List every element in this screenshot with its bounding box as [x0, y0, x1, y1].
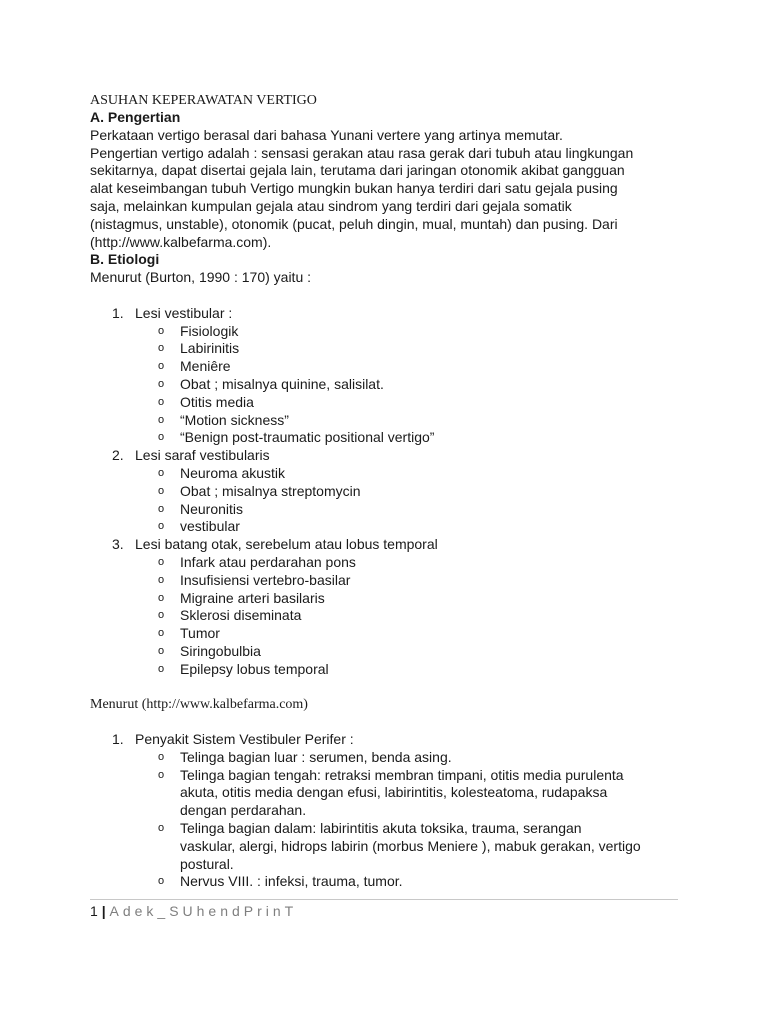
- bullet-icon: o: [158, 342, 165, 355]
- list-item: o Migraine arteri basilaris: [158, 589, 325, 606]
- item-label: Lesi saraf vestibularis: [135, 447, 270, 464]
- list-item: o Infark atau perdarahan pons: [158, 553, 356, 570]
- page-footer: [90, 899, 678, 920]
- bullet-icon: o: [158, 609, 165, 622]
- bullet-icon: o: [158, 466, 165, 479]
- list-item: o Otitis media: [158, 393, 254, 410]
- sub-list: [90, 323, 690, 448]
- sub-list: [90, 465, 690, 536]
- list-item: o Neuroma akustik: [158, 464, 286, 481]
- bullet-icon: o: [158, 644, 165, 657]
- list-item: o Tumor: [158, 625, 220, 642]
- blank-line: [90, 287, 690, 305]
- document-title: ASUHAN KEPERAWATAN VERTIGO: [90, 93, 317, 108]
- etiology-item: [90, 447, 690, 536]
- bullet-icon: o: [158, 627, 165, 640]
- bullet-icon: o: [158, 324, 165, 337]
- item-label: Lesi batang otak, serebelum atau lobus temporal: [135, 536, 438, 553]
- list-item: o Telinga bagian luar : serumen, benda asing.: [158, 748, 452, 765]
- paragraph-line: Perkataan vertigo berasal dari bahasa Yunani vertere yang artinya memutar.: [90, 126, 563, 143]
- footer-separator: |: [101, 903, 106, 919]
- vestibular-item: [90, 731, 690, 891]
- list-item: o Meniêre: [158, 358, 231, 375]
- paragraph-line: alat keseimbangan tubuh Vertigo mungkin bukan hanya terdiri dari satu gejala pusing: [90, 180, 618, 197]
- etiology-list: [90, 305, 690, 679]
- blank-line: [90, 679, 690, 697]
- burton-intro: Menurut (Burton, 1990 : 170) yaitu :: [90, 269, 312, 286]
- item-number: 1.: [112, 731, 124, 748]
- section-heading-pengertian: A. Pengertian: [90, 109, 181, 125]
- bullet-icon: o: [158, 360, 165, 373]
- list-item: o Insufisiensi vertebro-basilar: [158, 571, 351, 588]
- bullet-icon: o: [158, 591, 165, 604]
- list-item: o Fisiologik: [158, 322, 239, 339]
- list-item: o Siringobulbia: [158, 642, 261, 659]
- bullet-icon: o: [158, 822, 165, 835]
- list-item: o Obat ; misalnya streptomycin: [158, 482, 361, 499]
- section-heading-etiologi: B. Etiologi: [90, 251, 160, 268]
- sub-list: [90, 749, 690, 891]
- bullet-icon: o: [158, 662, 165, 675]
- list-item: o Nervus VIII. : infeksi, trauma, tumor.: [158, 873, 403, 890]
- item-number: 3.: [112, 536, 124, 553]
- paragraph-line: Pengertian vertigo adalah : sensasi gerakan atau rasa gerak dari tubuh atau lingkungan: [90, 144, 634, 161]
- bullet-icon: o: [158, 431, 165, 444]
- item-label: Lesi vestibular :: [135, 304, 233, 321]
- page-number: 1: [90, 903, 98, 919]
- bullet-icon: o: [158, 395, 165, 408]
- bullet-icon: o: [158, 555, 165, 568]
- bullet-icon: o: [158, 520, 165, 533]
- blank-line: [90, 713, 690, 731]
- pengertian-paragraph: [90, 127, 690, 252]
- bullet-icon: o: [158, 875, 165, 888]
- list-item: o Telinga bagian dalam: labirintitis akuta toksika, trauma, serangan vaskular, alergi, hidrops labirin (morbus Meniere ), mabuk gerakan, vertigo postural.: [158, 820, 641, 872]
- bullet-icon: o: [158, 750, 165, 763]
- item-number: 2.: [112, 447, 124, 464]
- bullet-icon: o: [158, 573, 165, 586]
- etiology-item: [90, 536, 690, 678]
- paragraph-line: sekitarnya, dapat disertai gejala lain, terutama dari jaringan otonomik akibat gangguan: [90, 162, 625, 179]
- sub-list: [90, 554, 690, 679]
- bullet-icon: o: [158, 502, 165, 515]
- item-number: 1.: [112, 304, 124, 321]
- bullet-icon: o: [158, 377, 165, 390]
- list-item: o “Benign post-traumatic positional vertigo”: [158, 429, 435, 446]
- list-item: o “Motion sickness”: [158, 411, 289, 428]
- footer-author: Adek_SUhendPrinT: [109, 903, 298, 919]
- item-label: Penyakit Sistem Vestibuler Perifer :: [135, 731, 354, 748]
- etiology-item: [90, 305, 690, 447]
- bullet-icon: o: [158, 768, 165, 781]
- paragraph-line: (nistagmus, unstable), otonomik (pucat, peluh dingin, mual, muntah) dan pusing. Dari: [90, 215, 618, 232]
- kalbe-intro: Menurut (http://www.kalbefarma.com): [90, 697, 308, 713]
- list-item: o Neuronitis: [158, 500, 244, 517]
- document-body: [90, 92, 690, 891]
- list-item: o vestibular: [158, 518, 240, 535]
- list-item: o Telinga bagian tengah: retraksi membran timpani, otitis media purulenta akuta, otitis media dengan efusi, labirintitis, kolesteatoma, rudapaksa dengan perdarahan.: [158, 766, 624, 819]
- list-item: o Epilepsy lobus temporal: [158, 660, 329, 677]
- paragraph-line: (http://www.kalbefarma.com).: [90, 233, 272, 250]
- list-item: o Labirinitis: [158, 340, 240, 357]
- list-item: o Sklerosi diseminata: [158, 607, 302, 624]
- bullet-icon: o: [158, 484, 165, 497]
- paragraph-line: saja, melainkan kumpulan gejala atau sindrom yang terdiri dari gejala somatik: [90, 197, 572, 214]
- bullet-icon: o: [158, 413, 165, 426]
- vestibular-list: [90, 731, 690, 891]
- list-item: o Obat ; misalnya quinine, salisilat.: [158, 375, 384, 392]
